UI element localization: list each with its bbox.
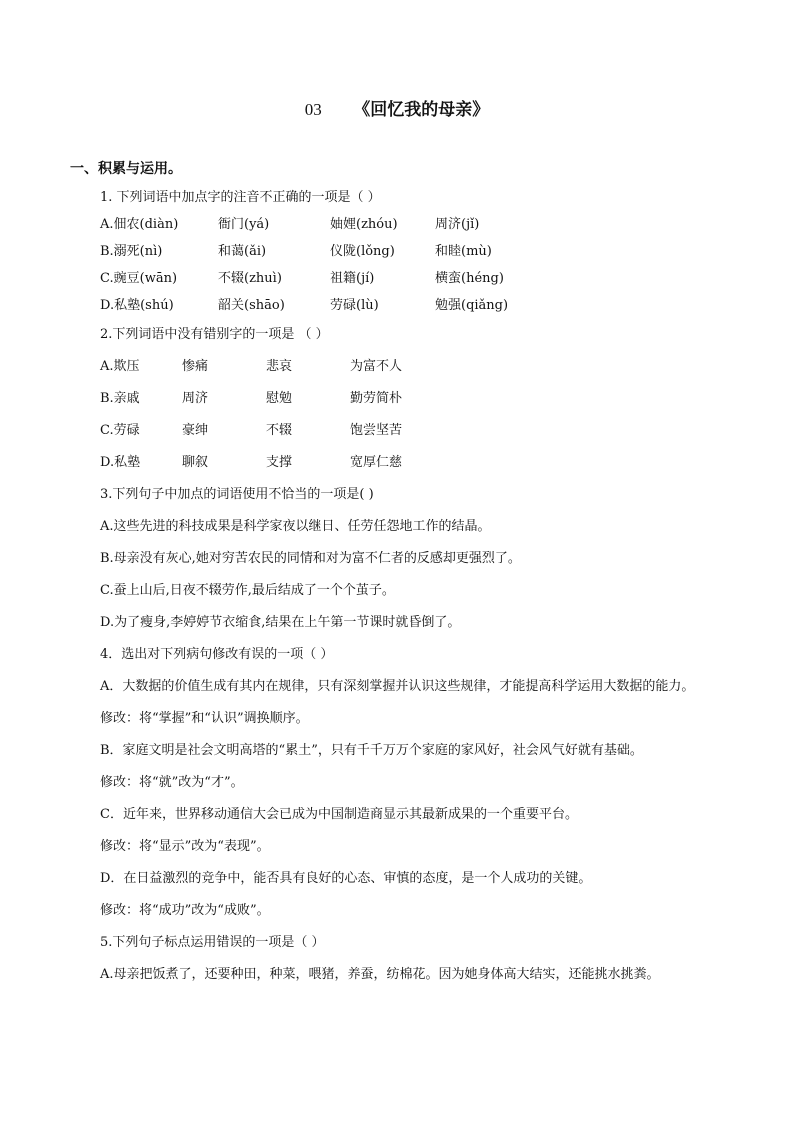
question-4-revision-a: 修改：将“掌握”和“认识”调换顺序。 [100, 711, 309, 726]
word: 勉强(qiǎng) [435, 298, 509, 313]
question-1-option-b [100, 238, 760, 265]
word: A.佃农(diàn) [100, 217, 179, 232]
word: 横蛮(héng) [435, 271, 504, 286]
word: 周济(jǐ) [435, 217, 480, 232]
word: 豪绅 [182, 423, 209, 438]
question-4-stem: 4．选出对下列病句修改有误的一项（ ） [100, 647, 334, 662]
word: 聊叙 [182, 455, 209, 470]
question-3-option-d: D.为了瘦身,李婷婷节衣缩食,结果在上午第一节课时就昏倒了。 [100, 615, 461, 630]
word: 为富不人 [350, 359, 403, 374]
word: C.劳碌 [100, 423, 140, 438]
question-2-option-d [100, 447, 760, 479]
word: 饱尝坚苦 [350, 423, 403, 438]
question-2-option-b [100, 383, 760, 415]
word: D.私塾(shú) [100, 298, 174, 313]
question-4-revision-c: 修改：将“显示”改为“表现”。 [100, 839, 270, 854]
word: C.豌豆(wān) [100, 271, 178, 286]
word: 支撑 [266, 455, 293, 470]
word: 衙门(yá) [218, 217, 270, 232]
question-1-option-d [100, 292, 760, 319]
word: 惨痛 [182, 359, 209, 374]
question-2-option-c [100, 415, 760, 447]
question-4-option-b: B．家庭文明是社会文明高塔的“累土”，只有千千万万个家庭的家风好，社会风气好就有基础。 [100, 743, 643, 758]
question-4-option-a: A．大数据的价值生成有其内在规律，只有深刻掌握并认识这些规律，才能提高科学运用大数据的能力。 [100, 679, 695, 694]
section-heading: 一、积累与运用。 [70, 161, 182, 177]
question-4-option-d: D．在日益激烈的竞争中，能否具有良好的心态、审慎的态度，是一个人成功的关键。 [100, 871, 592, 886]
word: 不辍 [266, 423, 293, 438]
questions [100, 184, 760, 991]
question-4-revision-d: 修改：将“成功”改为“成败”。 [100, 903, 270, 918]
word: 韶关(shāo) [218, 298, 285, 313]
word: 慰勉 [266, 391, 293, 406]
question-1-option-a [100, 211, 760, 238]
question-4-revision-b: 修改：将“就”改为“才”。 [100, 775, 244, 790]
lesson-number: 03 [304, 100, 322, 119]
word: 和蔼(ǎi) [218, 244, 267, 259]
question-5-option-a: A.母亲把饭煮了，还要种田，种菜，喂猪，养蚕，纺棉花。因为她身体高大结实，还能挑水挑粪。 [100, 967, 660, 982]
word: A.欺压 [100, 359, 140, 374]
question-2-option-a [100, 351, 760, 383]
word: 劳碌(lù) [330, 298, 379, 313]
question-3-option-a: A.这些先进的科技成果是科学家夜以继日、任劳任怨地工作的结晶。 [100, 519, 491, 534]
question-3-option-c: C.蚕上山后,日夜不辍劳作,最后结成了一个个茧子。 [100, 583, 395, 598]
word: 勤劳简朴 [350, 391, 403, 406]
word: 悲哀 [266, 359, 293, 374]
word: 周济 [182, 391, 209, 406]
word: B.溺死(nì) [100, 244, 163, 259]
question-2-stem: 2.下列词语中没有错别字的一项是 （ ） [100, 327, 329, 342]
word: B.亲戚 [100, 391, 140, 406]
word: 和睦(mù) [435, 244, 492, 259]
question-4-option-c: C．近年来，世界移动通信大会已成为中国制造商显示其最新成果的一个重要平台。 [100, 807, 578, 822]
lesson-title: 《回忆我的母亲》 [353, 100, 490, 120]
question-1-stem: 1. 下列词语中加点字的注音不正确的一项是（ ） [100, 190, 381, 205]
word: D.私塾 [100, 455, 141, 470]
question-3-option-b: B.母亲没有灰心,她对穷苦农民的同情和对为富不仁者的反感却更强烈了。 [100, 551, 521, 566]
word: 不辍(zhuì) [218, 271, 282, 286]
word: 妯娌(zhóu) [330, 217, 398, 232]
question-3-stem: 3.下列句子中加点的词语使用不恰当的一项是( ) [100, 487, 374, 502]
word: 祖籍(jí) [330, 271, 375, 286]
question-5-stem: 5.下列句子标点运用错误的一项是（ ） [100, 935, 325, 950]
question-1-option-c [100, 265, 760, 292]
word: 宽厚仁慈 [350, 455, 403, 470]
page-title [0, 95, 794, 120]
word: 仪陇(lǒng) [330, 244, 395, 259]
